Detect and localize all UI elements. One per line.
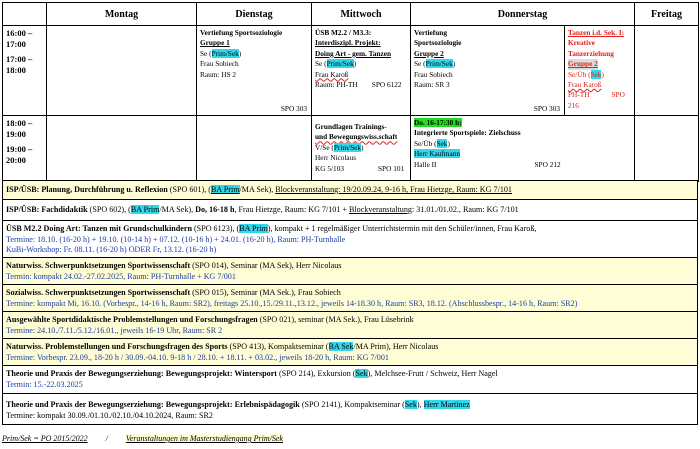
day-header-freitag: Freitag [635,3,699,26]
course-row-naturwiss-problemstellungen[interactable]: Naturwiss. Problemstellungen und Forschungsfragen des Sports (SPO 413), Kompaktseminar (BA Sek/MA Prim), Herr Nicolaus Termine: Vorbespr. 23.09., 18-20 h / 30.09.-04.10. 9-18 h / 28.10. + 18.11. + 03.02., jeweils 18-20 h, Raum: KG 7/001 [2,339,698,366]
weekly-schedule-table [2,2,699,182]
course-donnerstag-sportspiele[interactable]: Do. 16-17:30 h: Integrierte Sportspiele: Zielschuss Se/Üb (Sek) Herr Kaufmann Halle II SPO 212 [411,116,635,182]
course-mittwoch-grundlagen-training[interactable]: Grundlagen Trainings- und Bewegungswiss.schaft V/Se (Prim/Sek) Herr Nicolaus KG 5/103 SPO 101 [312,116,411,182]
time-slot-16-18: 16:00 – 17:00 17:00 – 18:00 [3,26,47,116]
day-header-donnerstag: Donnerstag [411,3,635,26]
course-row-sportdidaktik[interactable]: Ausgewählte Sportdidaktische Problemstellungen und Forschungsfragen (SPO 021), seminar (MA Sek.), Frau Lüsebrink Termine: 24.10./7.11./5.12./16.01., jeweils 16-19 Uhr, Raum: SR 2 [2,312,698,339]
time-slot-18-20: 18:00 – 19:00 19:00 – 20:00 [3,116,47,182]
spo-number: SPO 303 [280,103,307,113]
course-row-naturwiss-schwerpunkt[interactable]: Naturwiss. Schwerpunktsetzungen Sportwissenschaft (SPO 014), Seminar (MA Sek), Herr Nicolaus Termin: kompakt 24.02.-27.02.2025, Raum: PH-Turnhalle + KG 7/001 [2,258,698,285]
slot-freitag-1 [635,26,699,116]
course-row-doing-art-grundschule[interactable]: ÜSB M2.2 Doing Art: Tanzen mit Grundschulkindern (SPO 6123), (BA Prim), kompakt + 1 regelmäßiger Unterrichtstermin mit den Schüler/innen, Frau Karoß, Termine: 18.10. (16-20 h) + 19.10. (10-14 h) + 07.12. (10-16 h) + 24.01. (16-20 h), Raum: PH-Turnhalle KuBi-Workshop: Fr. 08.11. (16-20 h) ODER Fr, 13.12. (16-20 h) [2,221,698,258]
course-row-planung[interactable]: ISP/ÜSB: Planung, Durchführung u. Reflexion (SPO 601), (BA Prim/MA Sek), Blockveranstaltung: 19/20.09.24, 9-16 h, Frau Hietzge, Raum: KG 7/101 [2,180,698,200]
slot-freitag-2 [635,116,699,182]
spo-number: SPO 303 [533,103,560,113]
time-header [3,3,47,26]
course-row-fachdidaktik[interactable]: ISP/ÜSB: Fachdidaktik (SPO 602), (BA Prim/MA Sek), Do, 16-18 h, Frau Hietzge, Raum: KG 7/101 + Blockveranstaltung: 31.01./01.02., Raum: KG 7/101 [2,200,698,221]
day-header-mittwoch: Mittwoch [312,3,411,26]
day-header-montag: Montag [47,3,197,26]
course-list [2,180,698,425]
course-donnerstag-sportsoziologie-g2[interactable]: Vertiefung Sportsoziologie Gruppe 2 Se (Prim/Sek) Frau Sobiech Raum: SR 3 SPO 303 [411,26,565,116]
course-row-erlebnispaedagogik[interactable]: Theorie und Praxis der Bewegungserziehung: Bewegungsprojekt: Erlebnispädagogik (SPO 2141), Kompaktseminar (Sek), Herr Martinez Termine: kompakt 30.09./01.10./02.10./04.10.2024, Raum: SR2 [2,394,698,425]
course-row-wintersport[interactable]: Theorie und Praxis der Bewegungserziehung: Bewegungsprojekt: Wintersport (SPO 214), Exkursion (Sek), Melchsee-Frutt / Schweiz, Herr Nagel Termin: 15.-22.03.2025 [2,366,698,394]
slot-montag-1 [47,26,197,116]
course-row-sozialwiss-schwerpunkt[interactable]: Sozialwiss. Schwerpunktsetzungen Sportwissenschaft (SPO 015), Seminar (MA Sek.), Frau Sobiech Termine: kompakt Mi, 16.10. (Vorbespr., 14-16 h, Raum: SR2), freitags 25.10.,15./29.11.,13.12., jeweils 14-18.30 h, Raum: SR3, 18.12. (Abschlussbespr., 14-16 h, Raum: SR2) [2,285,698,312]
footer-legend: Prim/Sek = PO 2015/2022 / Veranstaltungen im Masterstudiengang Prim/Sek [2,434,283,443]
slot-dienstag-2 [197,116,312,182]
course-dienstag-sportsoziologie-g1[interactable]: Vertiefung Sportsoziologie Gruppe 1 Se (Prim/Sek) Frau Sobiech Raum: HS 2 SPO 303 [197,26,312,116]
course-mittwoch-doing-art[interactable]: ÜSB M2.2 / M3.3: Interdiszipl. Projekt: Doing Art - gem. Tanzen Se (Prim/Sek) Frau Karoß Raum: PH-TH SPO 6122 [312,26,411,116]
slot-montag-2 [47,116,197,182]
course-donnerstag-tanzen[interactable]: Tanzen i.d. Sek. I: Kreative Tanzerziehung Gruppe 2 Se/Üb (Sek) Frau Karoß PH-TH SPO 216 [565,26,635,116]
day-header-dienstag: Dienstag [197,3,312,26]
